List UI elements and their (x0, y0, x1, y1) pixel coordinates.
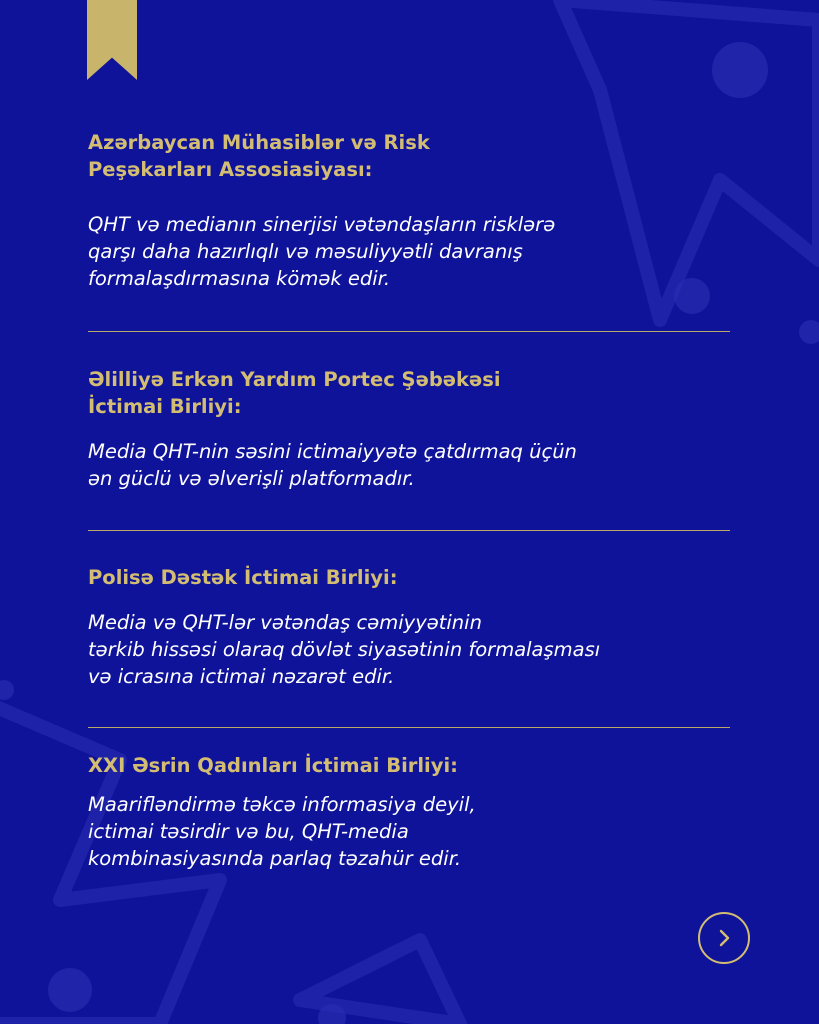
divider (88, 530, 730, 531)
divider (88, 727, 730, 728)
next-button[interactable] (698, 912, 750, 964)
section-title: XXI Əsrin Qadınları İctimai Birliyi: (88, 754, 458, 777)
section-accountants-association (88, 129, 748, 292)
chevron-right-icon (714, 928, 734, 948)
section-title: Azərbaycan Mühasiblər və Risk Peşəkarları Assosiasiyası: (88, 131, 430, 181)
section-portec-network (88, 366, 748, 492)
section-21st-century-women (88, 752, 748, 872)
section-quote: Media QHT-nin səsini ictimaiyyətə çatdırmaq üçün ən güclü və əlverişli platformadır. (88, 440, 577, 490)
section-title: Əlilliyə Erkən Yardım Portec Şəbəkəsi İctimai Birliyi: (88, 368, 501, 418)
section-title: Polisə Dəstək İctimai Birliyi: (88, 566, 398, 589)
section-quote: Maarifləndirmə təkcə informasiya deyil, ictimai təsirdir və bu, QHT-media kombinasiyasında parlaq təzahür edir. (88, 793, 476, 870)
section-police-support (88, 564, 748, 690)
section-quote: Media və QHT-lər vətəndaş cəmiyyətinin tərkib hissəsi olaraq dövlət siyasətinin formalaşması və icrasına ictimai nəzarət edir. (88, 611, 601, 688)
section-quote: QHT və medianın sinerjisi vətəndaşların risklərə qarşı daha hazırlıqlı və məsuliyyətli davranış formalaşdırmasına kömək edir. (88, 213, 556, 290)
divider (88, 331, 730, 332)
